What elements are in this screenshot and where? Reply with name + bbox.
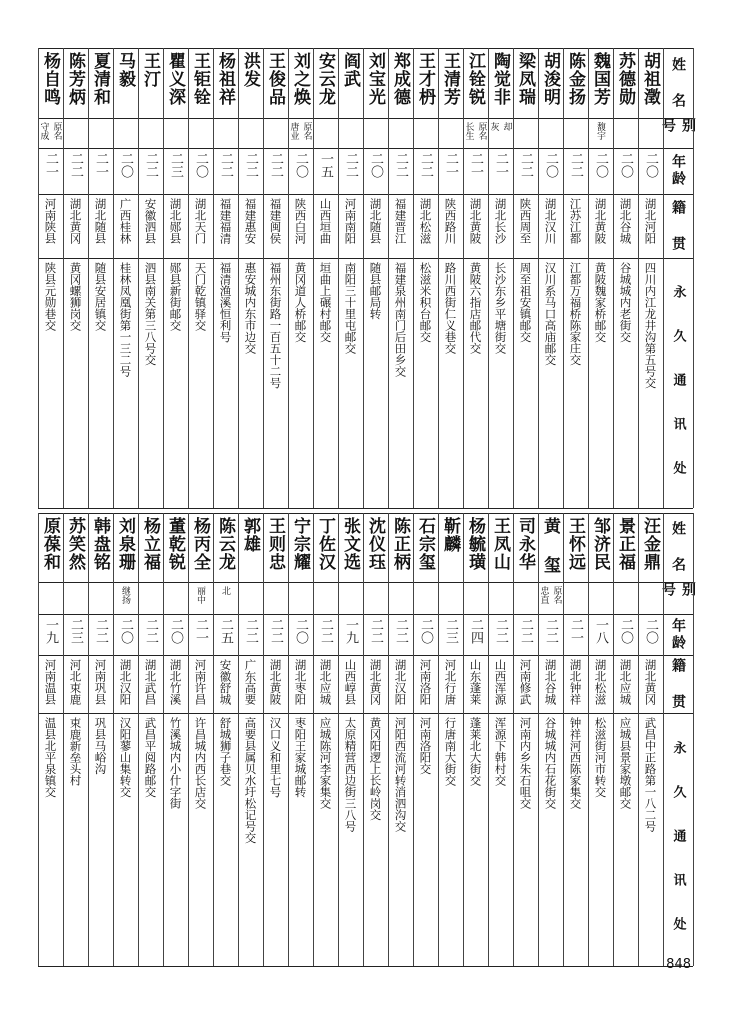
person-column xyxy=(538,0,563,1024)
person-native: 湖北随县 xyxy=(93,198,108,244)
person-address: 随县安居镇交 xyxy=(93,262,108,331)
person-address: 河南内乡朱石咀交 xyxy=(518,717,533,809)
person-age: 二二 xyxy=(218,152,233,178)
person-name: 洪发 xyxy=(240,52,260,88)
person-name: 杨祖祥 xyxy=(215,52,235,106)
person-age: 一八 xyxy=(593,618,608,644)
person-alias xyxy=(263,586,288,610)
person-name: 梁凤瑞 xyxy=(515,52,535,106)
person-column xyxy=(138,0,163,1024)
person-age: 二〇 xyxy=(118,618,133,644)
person-column xyxy=(438,0,463,1024)
person-alias xyxy=(388,586,413,610)
person-alias: 丽中 xyxy=(195,586,205,604)
person-native: 广东高要 xyxy=(243,659,258,705)
person-column xyxy=(63,0,88,1024)
person-native: 陕西白河 xyxy=(293,198,308,244)
person-alias xyxy=(338,586,363,610)
person-alias: 原名 忠直 xyxy=(538,586,562,604)
person-age: 二一 xyxy=(193,618,208,644)
person-alias xyxy=(513,586,538,610)
person-native: 湖北松滋 xyxy=(418,198,433,244)
person-native: 安徽舒城 xyxy=(218,659,233,705)
person-native: 山东蓬莱 xyxy=(468,659,483,705)
person-age: 二三 xyxy=(443,618,458,644)
column-divider xyxy=(693,48,694,508)
person-address: 江都万福桥陈家庄交 xyxy=(568,262,583,366)
person-name: 王凤山 xyxy=(490,517,510,571)
person-native: 湖北应城 xyxy=(618,659,633,705)
person-age: 二〇 xyxy=(418,618,433,644)
person-column xyxy=(613,0,638,1024)
person-address: 黄陂魏家桥邮交 xyxy=(593,262,608,343)
person-native: 河南修武 xyxy=(518,659,533,705)
person-age: 二一 xyxy=(43,152,58,178)
person-column xyxy=(313,0,338,1024)
person-name: 刘之焕 xyxy=(290,52,310,106)
person-native: 湖北汉阳 xyxy=(118,659,133,705)
person-column xyxy=(588,0,613,1024)
header-column xyxy=(660,0,696,1024)
person-name: 胡浚明 xyxy=(540,52,560,106)
header-address: 永 久 通 讯 处 xyxy=(670,284,686,482)
person-alias xyxy=(463,586,488,610)
person-native: 湖北黄陂 xyxy=(593,198,608,244)
person-name: 陈金扬 xyxy=(565,52,585,106)
person-age: 二二 xyxy=(68,152,83,178)
person-address: 郧县新街邮交 xyxy=(168,262,183,331)
person-address: 四川内江龙井沟第五号交 xyxy=(643,262,658,389)
person-age: 二〇 xyxy=(168,618,183,644)
person-age: 二二 xyxy=(343,152,358,178)
person-column xyxy=(638,0,663,1024)
person-age: 二〇 xyxy=(643,618,658,644)
person-column xyxy=(488,0,513,1024)
person-native: 湖北郧县 xyxy=(168,198,183,244)
person-native: 江苏江都 xyxy=(568,198,583,244)
person-name: 张文选 xyxy=(340,517,360,571)
person-name: 杨毓璜 xyxy=(465,517,485,571)
person-name: 陈云龙 xyxy=(215,517,235,571)
header-alias: 别号 xyxy=(660,582,696,599)
person-alias xyxy=(638,586,663,610)
person-native: 湖北随县 xyxy=(368,198,383,244)
person-age: 二〇 xyxy=(543,152,558,178)
person-native: 河南温县 xyxy=(43,659,58,705)
person-native: 湖北枣阳 xyxy=(293,659,308,705)
person-native: 湖北竹溪 xyxy=(168,659,183,705)
person-native: 湖北长沙 xyxy=(493,198,508,244)
person-address: 福清渔溪恒利号 xyxy=(218,262,233,343)
person-address: 垣曲上碾村邮交 xyxy=(318,262,333,343)
person-alias xyxy=(63,586,88,610)
person-age: 二二 xyxy=(243,152,258,178)
person-name: 陈正柄 xyxy=(390,517,410,571)
person-native: 湖北汉川 xyxy=(543,198,558,244)
person-address: 应城县景家墩邮交 xyxy=(618,717,633,809)
person-address: 福建泉州南门后田乡交 xyxy=(393,262,408,377)
header-native: 籍 贯 xyxy=(670,657,686,711)
person-native: 广西桂林 xyxy=(118,198,133,244)
person-column xyxy=(188,0,213,1024)
person-column xyxy=(213,0,238,1024)
person-column xyxy=(388,0,413,1024)
person-name: 汪金鼎 xyxy=(640,517,660,571)
person-age: 二〇 xyxy=(118,152,133,178)
person-name: 沈仪珏 xyxy=(365,517,385,571)
person-address: 河南洛阳交 xyxy=(418,717,433,775)
person-native: 湖北黄冈 xyxy=(368,659,383,705)
person-native: 山西浑源 xyxy=(493,659,508,705)
person-native: 河南南阳 xyxy=(343,198,358,244)
person-column xyxy=(38,0,63,1024)
person-age: 二二 xyxy=(518,618,533,644)
person-alias xyxy=(488,586,513,610)
header-native: 籍 贯 xyxy=(670,199,686,253)
person-name: 胡祖澂 xyxy=(640,52,660,106)
person-native: 河南许昌 xyxy=(193,659,208,705)
person-address: 许昌城内西长店交 xyxy=(193,717,208,809)
header-name: 姓 名 xyxy=(670,521,686,574)
person-name: 王清芳 xyxy=(440,52,460,106)
person-name: 王俊品 xyxy=(265,52,285,106)
person-age: 二二 xyxy=(418,152,433,178)
person-name: 王则忠 xyxy=(265,517,285,571)
person-age: 二一 xyxy=(93,152,108,178)
person-age: 一九 xyxy=(343,618,358,644)
person-age: 二一 xyxy=(493,152,508,178)
person-age: 二二 xyxy=(493,618,508,644)
person-native: 福建晋江 xyxy=(393,198,408,244)
person-alias: 原名 长生 xyxy=(463,122,487,140)
person-age: 二〇 xyxy=(593,152,608,178)
header-address: 永 久 通 讯 处 xyxy=(670,741,686,938)
person-name: 石宗玺 xyxy=(415,517,435,571)
person-address: 谷城城内老街交 xyxy=(618,262,633,343)
person-native: 湖北武昌 xyxy=(143,659,158,705)
person-column xyxy=(113,0,138,1024)
person-age: 二〇 xyxy=(368,152,383,178)
person-address: 黄冈阳逻上长岭岗交 xyxy=(368,717,383,821)
person-alias xyxy=(88,586,113,610)
person-name: 安云龙 xyxy=(315,52,335,106)
person-address: 谷城城内石花街交 xyxy=(543,717,558,809)
person-native: 安徽泗县 xyxy=(143,198,158,244)
person-native: 湖北松滋 xyxy=(593,659,608,705)
person-alias: 却 灰 xyxy=(488,122,512,131)
person-alias: 原名 守成 xyxy=(38,122,62,140)
person-column xyxy=(513,0,538,1024)
person-alias xyxy=(238,586,263,610)
person-name: 王怀远 xyxy=(565,517,585,571)
column-divider xyxy=(663,513,664,966)
person-name: 阎武 xyxy=(340,52,360,88)
person-native: 湖北黄陂 xyxy=(468,198,483,244)
person-address: 高要县属贝水圩松记号交 xyxy=(243,717,258,844)
person-address: 浑源下韩村交 xyxy=(493,717,508,786)
person-age: 二二 xyxy=(568,152,583,178)
person-age: 二四 xyxy=(468,618,483,644)
person-address: 竹溪城内小什字街 xyxy=(168,717,183,809)
person-alias xyxy=(588,586,613,610)
person-native: 湖北汉阳 xyxy=(393,659,408,705)
person-column xyxy=(238,0,263,1024)
person-native: 陕西路川 xyxy=(443,198,458,244)
person-age: 一九 xyxy=(43,618,58,644)
person-name: 魏国芳 xyxy=(590,52,610,106)
person-address: 巩县马峪沟 xyxy=(93,717,108,775)
person-native: 山西崞县 xyxy=(343,659,358,705)
person-native: 湖北钟祥 xyxy=(568,659,583,705)
person-address: 黄冈道人桥邮交 xyxy=(293,262,308,343)
person-native: 陕西周至 xyxy=(518,198,533,244)
person-age: 二二 xyxy=(543,618,558,644)
person-name: 杨自鸣 xyxy=(40,52,60,106)
person-age: 一五 xyxy=(318,152,333,178)
person-native: 福建闽侯 xyxy=(268,198,283,244)
person-address: 松滋街河市转交 xyxy=(593,717,608,798)
person-name: 司永华 xyxy=(515,517,535,571)
person-age: 二〇 xyxy=(618,618,633,644)
person-name: 丁佐汉 xyxy=(315,517,335,571)
person-native: 湖北黄冈 xyxy=(68,198,83,244)
person-column xyxy=(163,0,188,1024)
person-age: 二〇 xyxy=(643,152,658,178)
person-native: 湖北谷城 xyxy=(618,198,633,244)
person-age: 二二 xyxy=(518,152,533,178)
person-address: 桂林凤凰街第一三二号 xyxy=(118,262,133,377)
person-age: 二二 xyxy=(393,618,408,644)
person-native: 河北束鹿 xyxy=(68,659,83,705)
person-name: 邹济民 xyxy=(590,517,610,571)
person-name: 陶觉非 xyxy=(490,52,510,106)
person-age: 二二 xyxy=(143,618,158,644)
person-native: 河南洛阳 xyxy=(418,659,433,705)
person-column xyxy=(463,0,488,1024)
header-alias: 别号 xyxy=(660,118,696,135)
person-age: 二二 xyxy=(268,618,283,644)
person-address: 太原精营西边街三八号 xyxy=(343,717,358,832)
person-name: 刘泉珊 xyxy=(115,517,135,571)
person-name: 王才枬 xyxy=(415,52,435,106)
person-address: 温县北平泉镇交 xyxy=(43,717,58,798)
person-address: 汉阳蓼山集转交 xyxy=(118,717,133,798)
person-native: 山西垣曲 xyxy=(318,198,333,244)
person-age: 二〇 xyxy=(293,152,308,178)
person-age: 二〇 xyxy=(193,152,208,178)
person-alias xyxy=(438,586,463,610)
person-address: 应城陈河李家集交 xyxy=(318,717,333,809)
person-address: 天门乾镇驿交 xyxy=(193,262,208,331)
person-name: 苏笑然 xyxy=(65,517,85,571)
person-address: 行唐南大街交 xyxy=(443,717,458,786)
person-address: 松滋米积台邮交 xyxy=(418,262,433,343)
person-name: 韩盘铭 xyxy=(90,517,110,571)
person-name: 瞿义深 xyxy=(165,52,185,106)
person-alias xyxy=(563,586,588,610)
person-address: 枣阳王家城邮转 xyxy=(293,717,308,798)
person-age: 二一 xyxy=(468,152,483,178)
person-address: 长沙东乡平塘街交 xyxy=(493,262,508,354)
person-column xyxy=(363,0,388,1024)
person-name: 刘宝光 xyxy=(365,52,385,106)
person-age: 二二 xyxy=(268,152,283,178)
person-address: 汉口义和里七号 xyxy=(268,717,283,798)
person-name: 王钜铨 xyxy=(190,52,210,106)
person-address: 陕县元勋巷交 xyxy=(43,262,58,331)
person-address: 汉川系马口高庙邮交 xyxy=(543,262,558,366)
person-name: 王汀 xyxy=(140,52,160,88)
person-name: 马毅 xyxy=(115,52,135,88)
person-alias xyxy=(163,586,188,610)
person-name: 陈芳炳 xyxy=(65,52,85,106)
person-alias xyxy=(363,586,388,610)
column-divider xyxy=(693,513,694,966)
person-address: 周至祖安镇邮交 xyxy=(518,262,533,343)
person-address: 武昌平阅路邮交 xyxy=(143,717,158,798)
person-age: 二〇 xyxy=(293,618,308,644)
person-name: 杨立福 xyxy=(140,517,160,571)
person-native: 湖北应城 xyxy=(318,659,333,705)
person-name: 黄 玺 xyxy=(540,517,560,574)
header-name: 姓 名 xyxy=(670,56,686,110)
person-alias xyxy=(413,586,438,610)
person-alias xyxy=(613,586,638,610)
person-address: 蓬莱北大街交 xyxy=(468,717,483,786)
person-alias xyxy=(138,586,163,610)
person-alias xyxy=(288,586,313,610)
person-age: 二二 xyxy=(318,618,333,644)
person-age: 二〇 xyxy=(618,152,633,178)
person-column xyxy=(88,0,113,1024)
person-name: 宁宗耀 xyxy=(290,517,310,571)
person-age: 二一 xyxy=(568,618,583,644)
person-address: 福州东街路一百五十二号 xyxy=(268,262,283,389)
header-age: 年龄 xyxy=(670,154,686,188)
person-name: 夏清和 xyxy=(90,52,110,106)
person-column xyxy=(263,0,288,1024)
person-native: 湖北谷城 xyxy=(543,659,558,705)
person-native: 福建惠安 xyxy=(243,198,258,244)
person-column xyxy=(338,0,363,1024)
person-native: 河南巩县 xyxy=(93,659,108,705)
person-name: 原葆和 xyxy=(40,517,60,571)
person-address: 南阳三十里屯邮交 xyxy=(343,262,358,354)
person-age: 二一 xyxy=(443,152,458,178)
person-address: 武昌中正路第一八二号 xyxy=(643,717,658,832)
person-alias: 继扬 xyxy=(120,586,130,604)
person-age: 二三 xyxy=(168,152,183,178)
page-number: 848 xyxy=(666,957,691,972)
person-address: 河阳西流河转消泗沟交 xyxy=(393,717,408,832)
person-address: 舒城狮子巷交 xyxy=(218,717,233,786)
person-name: 郑成德 xyxy=(390,52,410,106)
person-age: 二二 xyxy=(143,152,158,178)
person-native: 河北行唐 xyxy=(443,659,458,705)
person-alias: 北 xyxy=(220,586,230,595)
person-name: 董乾锐 xyxy=(165,517,185,571)
person-age: 二五 xyxy=(218,618,233,644)
person-address: 黄冈螺狮岗交 xyxy=(68,262,83,331)
person-address: 钟祥河西陈家集交 xyxy=(568,717,583,809)
person-native: 湖北黄陂 xyxy=(268,659,283,705)
person-name: 郭雄 xyxy=(240,517,260,553)
person-alias xyxy=(38,586,63,610)
person-native: 河南陕县 xyxy=(43,198,58,244)
person-native: 福建福清 xyxy=(218,198,233,244)
person-column xyxy=(288,0,313,1024)
person-age: 二二 xyxy=(368,618,383,644)
person-alias: 馥宇 xyxy=(595,122,605,140)
person-name: 苏德勋 xyxy=(615,52,635,106)
person-native: 湖北河阳 xyxy=(643,198,658,244)
person-column xyxy=(413,0,438,1024)
person-name: 杨丙全 xyxy=(190,517,210,571)
person-age: 二二 xyxy=(243,618,258,644)
person-alias xyxy=(313,586,338,610)
person-name: 靳麟 xyxy=(440,517,460,553)
person-name: 景正福 xyxy=(615,517,635,571)
person-native: 湖北天门 xyxy=(193,198,208,244)
person-age: 二二 xyxy=(93,618,108,644)
header-age: 年龄 xyxy=(670,617,686,652)
person-alias: 原名 唐业 xyxy=(288,122,312,140)
person-address: 惠安城内东市边交 xyxy=(243,262,258,354)
person-name: 江铨锐 xyxy=(465,52,485,106)
person-native: 湖北黄冈 xyxy=(643,659,658,705)
person-address: 随县邮局转 xyxy=(368,262,383,320)
person-address: 黄陂六指店邮代交 xyxy=(468,262,483,354)
person-age: 二二 xyxy=(393,152,408,178)
person-address: 泗县南关第三八号交 xyxy=(143,262,158,366)
person-column xyxy=(563,0,588,1024)
person-address: 路川西街仁义巷交 xyxy=(443,262,458,354)
person-address: 束鹿新垒头村 xyxy=(68,717,83,786)
person-age: 二三 xyxy=(68,618,83,644)
